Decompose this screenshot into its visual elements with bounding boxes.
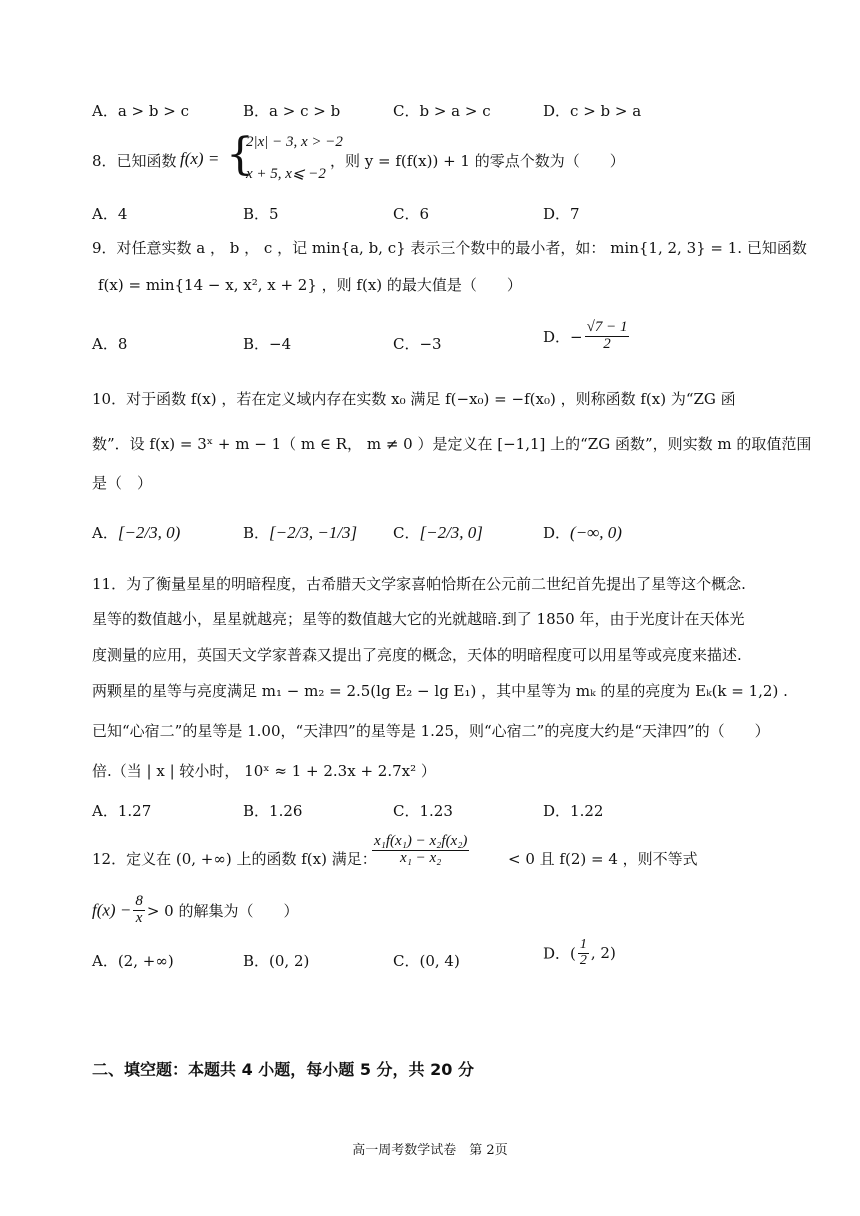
q10-option-d [543,522,622,543]
q12-line-2-pre: f(x) − [92,900,132,920]
q10-option-d-label: D． [543,524,571,542]
q9-line-1: 9．对任意实数 a ， b ， c ，记 min{a, b, c} 表示三个数中的最小者，如： min{1, 2, 3} = 1. 已知函数 [92,239,807,257]
q12-option-d-fraction [578,938,589,968]
q12-option-d-suffix: , 2) [590,944,616,963]
q8-case-2: x + 5, x⩽ −2 [246,166,326,182]
q11-option-b: B．1.26 [243,802,303,820]
q12-fraction-numerator: x₁f(x₁) − x₂f(x₂) [374,833,468,849]
q10-option-a-interval: [−2/3, 0) [117,523,181,542]
q10-option-d-interval: (−∞, 0) [570,523,622,542]
q10-option-c [393,522,483,543]
q10-line-2: 数”．设 f(x) = 3ˣ + m − 1（ m ∈ R， m ≠ 0 ）是定义在 [−1,1] 上的“ZG 函数”，则实数 m 的取值范围 [92,435,812,453]
q8-option-c: C．6 [393,205,430,223]
q9-line-2: f(x) = min{14 − x, x², x + 2} ，则 f(x) 的最大值是（ ） [98,276,522,294]
section-2-heading: 二、填空题：本题共 4 小题，每小题 5 分，共 20 分 [92,1060,474,1079]
q12-suffix: < 0 且 f(2) = 4 ，则不等式 [508,850,698,868]
q8-function: f(x) = [180,149,220,168]
q7-option-c: C．b > a > c [393,102,491,120]
q9-option-d-numerator: √7 − 1 [586,319,628,335]
q8-prefix: 8．已知函数 [92,152,177,170]
q8-option-a: A．4 [92,205,128,223]
q9-option-b: B．−4 [243,335,292,353]
page-footer: 高一周考数学试卷 第 2页 [352,1143,508,1158]
q11-line-3: 度测量的应用，英国天文学家普森又提出了亮度的概念，天体的明暗程度可以用星等或亮度来描述. [92,646,742,664]
q7-option-b: B．a > c > b [243,102,341,120]
q11-option-a: A．1.27 [92,802,152,820]
q9-option-d [543,320,631,353]
q8-suffix: ，则 y = f(f(x)) + 1 的零点个数为（ ） [330,152,625,170]
q10-line-3: 是（ ） [92,474,153,492]
q8-option-b: B．5 [243,205,279,223]
q7-option-a: A．a > b > c [92,102,189,120]
q11-option-c: C．1.23 [393,802,453,820]
q12-option-b: B．(0, 2) [243,952,310,970]
q10-option-b-interval: [−2/3, −1/3] [269,523,358,542]
q10-option-b [243,522,357,543]
q12-line-2-denominator: x [135,909,143,926]
q12-line-2-post: > 0 的解集为（ ） [146,901,299,920]
q9-option-a: A．8 [92,335,128,353]
q11-line-5: 已知“心宿二”的星等是 1.00，“天津四”的星等是 1.25，则“心宿二”的亮度大约是“天津四”的（ ） [92,722,770,740]
q12-line-2-fraction [133,894,145,927]
q10-option-a-label: A． [92,524,118,542]
q9-option-d-fraction [585,320,630,353]
q8-option-d: D．7 [543,205,580,223]
q9-option-c: C．−3 [393,335,442,353]
q11-line-2: 星等的数值越小，星星就越亮；星等的数值越大它的光就越暗.到了 1850 年，由于光度计在天体光 [92,610,745,628]
q12-option-d [543,938,616,968]
q12-line-2 [92,894,298,927]
q12-fraction-denominator: x₁ − x₂ [400,849,442,866]
q11-line-6: 倍.（当 | x | 较小时， 10ˣ ≈ 1 + 2.3x + 2.7x² ） [92,762,436,780]
q12-fraction [370,834,471,867]
q10-option-a [92,522,180,543]
q10-option-c-label: C． [393,524,420,542]
q9-option-d-denominator: 2 [603,335,611,352]
q11-line-1: 11．为了衡量星星的明暗程度，古希腊天文学家喜帕恰斯在公元前二世纪首先提出了星等这个概念. [92,575,746,593]
q12-option-d-denominator: 2 [579,952,587,968]
q12-option-c: C．(0, 4) [393,952,460,970]
q7-option-d: D．c > b > a [543,102,642,120]
q8-case-1: 2|x| − 3, x > −2 [246,134,343,150]
q9-option-d-prefix: D．− [543,327,583,346]
q11-line-4: 两颗星的星等与亮度满足 m₁ − m₂ = 2.5(lg E₂ − lg E₁) ，其中星等为 mₖ 的星的亮度为 Eₖ(k = 1,2) . [92,682,788,700]
q12-option-d-prefix: D．( [543,944,576,963]
q12-line-2-numerator: 8 [135,893,143,909]
q10-option-b-label: B． [243,524,270,542]
q11-option-d: D．1.22 [543,802,604,820]
q8-brace: { [226,129,254,180]
q12-option-d-numerator: 1 [579,937,587,952]
q12-prefix: 12．定义在 (0, +∞) 上的函数 f(x) 满足： [92,850,377,868]
q10-line-1: 10．对于函数 f(x) ，若在定义域内存在实数 x₀ 满足 f(−x₀) = −f(x₀) ，则称函数 f(x) 为“ZG 函 [92,390,736,408]
q10-option-c-interval: [−2/3, 0] [419,523,483,542]
q12-option-a: A．(2, +∞) [92,952,174,970]
